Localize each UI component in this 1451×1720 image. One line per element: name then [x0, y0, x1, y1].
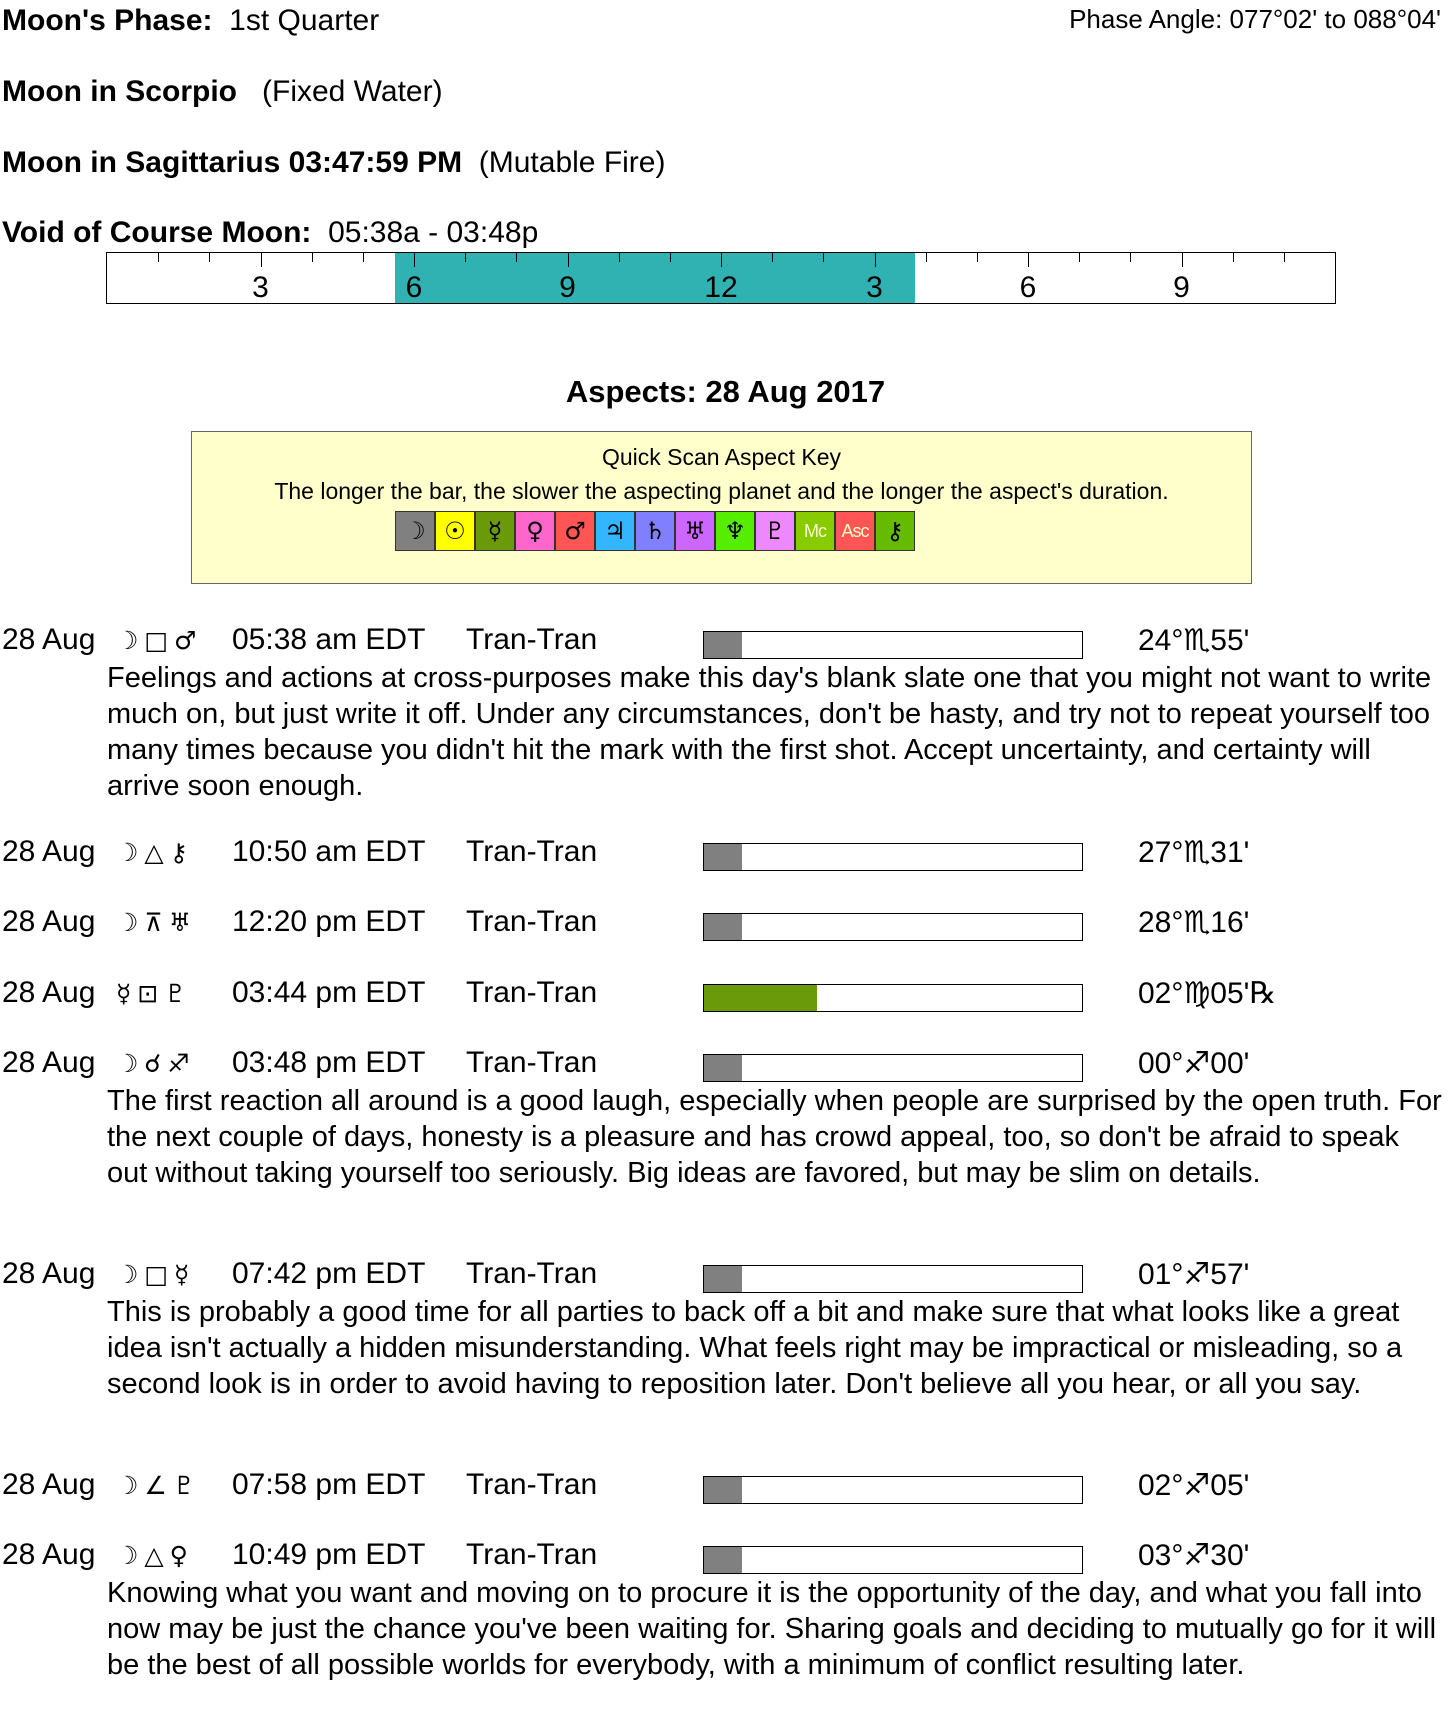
voc-line: [2, 216, 538, 250]
aspect-position: 01°♐57': [1138, 1258, 1250, 1291]
aspect-symbols: ☽△♀: [116, 1541, 194, 1570]
timeline-tick: [1284, 253, 1285, 262]
void-of-course-timeline: [106, 252, 1336, 304]
aspect-row: [0, 1257, 1451, 1297]
aspect-type: Tran-Tran: [466, 623, 598, 656]
aspect-time: 05:38 am EDT: [232, 623, 426, 656]
aspect-duration-bar: [703, 984, 1083, 1012]
aspect-duration-bar: [703, 631, 1083, 659]
timeline-tick: [977, 253, 978, 262]
voc-label: Void of Course Moon:: [2, 216, 312, 249]
aspects-title: Aspects: 28 Aug 2017: [565, 374, 886, 409]
aspect-row: [0, 835, 1451, 875]
aspect-duration-bar: [703, 913, 1083, 941]
timeline-hour-label: 9: [1173, 271, 1190, 304]
voc-period-fill: [395, 253, 915, 303]
aspect-symbols: ☽△⚷: [116, 838, 194, 867]
timeline-tick: [414, 253, 415, 267]
timeline-tick: [158, 253, 159, 262]
aspect-duration-bar: [703, 1476, 1083, 1504]
aspect-position: 02°♍05'℞: [1138, 977, 1277, 1010]
aspect-position: 24°♏55': [1138, 624, 1250, 657]
timeline-tick: [516, 253, 517, 262]
moon-phase-label: Moon's Phase:: [2, 4, 213, 37]
aspect-description: Feelings and actions at cross-purposes make this day's blank slate one that you might not want to write much on, but just write it off. Under any circumstances, don't be hasty, and try not to repeat yourself too many times because you didn't hit the mark with the first shot. Accept uncertainty, and certainty will arrive soon enough.: [107, 662, 1432, 802]
moon-sign-1-label: Moon in Scorpio: [2, 75, 237, 108]
aspect-type: Tran-Tran: [466, 1046, 598, 1079]
aspect-date: 28 Aug: [2, 976, 96, 1009]
moon-phase-value: 1st Quarter: [229, 4, 380, 37]
timeline-tick: [875, 253, 876, 267]
aspect-type: Tran-Tran: [466, 835, 598, 868]
timeline-tick: [1182, 253, 1183, 267]
aspect-symbols: ☽☌♐: [116, 1049, 196, 1078]
aspect-date: 28 Aug: [2, 623, 96, 656]
aspect-duration-bar: [703, 1054, 1083, 1082]
key-swatch-mars-icon: ♂: [555, 511, 595, 551]
timeline-tick: [209, 253, 210, 262]
timeline-tick: [465, 253, 466, 262]
key-swatch-saturn-icon: ♄: [635, 511, 675, 551]
key-swatch-jupiter-icon: ♃: [595, 511, 635, 551]
aspect-position: 00°♐00': [1138, 1047, 1250, 1080]
timeline-tick: [568, 253, 569, 267]
aspect-duration-fill: [704, 1477, 742, 1503]
aspect-description: This is probably a good time for all parties to back off a bit and make sure that what looks like a great idea isn't actually a hidden misunderstanding. What feels right may be impractical or misleading, so a second look is in order to avoid having to reposition later. Don't believe all you hear, or all you say.: [107, 1296, 1403, 1400]
timeline-tick: [312, 253, 313, 262]
aspect-duration-fill: [704, 1266, 742, 1292]
aspect-key-swatches: [395, 511, 915, 551]
aspect-time: 03:48 pm EDT: [232, 1046, 426, 1079]
aspect-position: 27°♏31': [1138, 836, 1250, 869]
aspect-type: Tran-Tran: [466, 976, 598, 1009]
aspect-time: 03:44 pm EDT: [232, 976, 426, 1009]
aspect-duration-fill: [704, 985, 817, 1011]
key-swatch-neptune-icon: ♆: [715, 511, 755, 551]
timeline-tick: [926, 253, 927, 262]
timeline-tick: [1233, 253, 1234, 262]
timeline-hour-label: 3: [866, 271, 883, 304]
aspect-row: [0, 976, 1451, 1016]
key-swatch-mc-icon: Mc: [795, 511, 835, 551]
aspect-duration-bar: [703, 1265, 1083, 1293]
key-swatch-sun-icon: ☉: [435, 511, 475, 551]
timeline-tick: [721, 253, 722, 267]
timeline-hour-label: 12: [704, 271, 738, 304]
aspect-duration-fill: [704, 1055, 742, 1081]
aspect-type: Tran-Tran: [466, 905, 598, 938]
moon-sign-2-label: Moon in Sagittarius 03:47:59 PM: [2, 146, 463, 179]
aspect-duration-fill: [704, 844, 742, 870]
aspect-symbols: ☽□♂: [116, 626, 203, 655]
aspect-row: [0, 1538, 1451, 1578]
aspect-time: 07:58 pm EDT: [232, 1468, 426, 1501]
aspect-time: 10:50 am EDT: [232, 835, 426, 868]
timeline-tick: [1130, 253, 1131, 262]
aspect-symbols: ☽□☿: [116, 1260, 196, 1289]
moon-sign-2-line: [2, 146, 665, 180]
aspect-key-title: Quick Scan Aspect Key: [601, 444, 842, 470]
timeline-tick: [670, 253, 671, 262]
timeline-hour-label: 6: [405, 271, 423, 304]
aspect-date: 28 Aug: [2, 1257, 96, 1290]
key-swatch-moon-icon: ☽: [395, 511, 435, 551]
key-swatch-pluto-icon: ♇: [755, 511, 795, 551]
key-swatch-venus-icon: ♀: [515, 511, 555, 551]
aspect-duration-fill: [704, 1547, 742, 1573]
moon-phase-line: [2, 4, 379, 38]
timeline-tick: [772, 253, 773, 262]
moon-sign-1-line: [2, 75, 443, 109]
aspect-symbols: ☽∠♇: [116, 1471, 202, 1500]
moon-sign-2-quality: (Mutable Fire): [478, 146, 666, 179]
aspect-key-description: The longer the bar, the slower the aspecting planet and the longer the aspect's duration.: [274, 478, 1169, 504]
moon-sign-1-quality: (Fixed Water): [262, 75, 443, 108]
timeline-tick: [823, 253, 824, 262]
aspect-row: [0, 1046, 1451, 1086]
aspect-row: [0, 1468, 1451, 1508]
timeline-tick: [261, 253, 262, 267]
aspect-time: 10:49 pm EDT: [232, 1538, 426, 1571]
aspect-duration-bar: [703, 843, 1083, 871]
aspect-date: 28 Aug: [2, 835, 96, 868]
aspect-key-box: [191, 431, 1252, 584]
aspect-time: 12:20 pm EDT: [232, 905, 426, 938]
key-swatch-uranus-icon: ♅: [675, 511, 715, 551]
aspect-type: Tran-Tran: [466, 1257, 598, 1290]
key-swatch-chiron-icon: ⚷: [875, 511, 915, 551]
aspect-duration-fill: [704, 914, 742, 940]
aspect-description: Knowing what you want and moving on to procure it is the opportunity of the day, and what you fall into now may be just the chance you've been waiting for. Sharing goals and deciding to mutually go for it will be the best of all possible worlds for everybody, with a minimum of conflict resulting later.: [107, 1577, 1437, 1681]
timeline-hour-label: 9: [559, 271, 576, 304]
aspect-position: 02°♐05': [1138, 1469, 1250, 1502]
timeline-tick: [619, 253, 620, 262]
aspect-row: [0, 623, 1451, 663]
timeline-tick: [1028, 253, 1029, 267]
aspect-duration-bar: [703, 1546, 1083, 1574]
aspect-time: 07:42 pm EDT: [232, 1257, 426, 1290]
voc-value: 05:38a - 03:48p: [328, 216, 539, 249]
timeline-tick: [363, 253, 364, 262]
aspect-date: 28 Aug: [2, 1538, 96, 1571]
timeline-tick: [1079, 253, 1080, 262]
key-swatch-asc-icon: Asc: [835, 511, 875, 551]
timeline-hour-label: 3: [252, 271, 269, 304]
aspect-type: Tran-Tran: [466, 1538, 598, 1571]
timeline-hour-label: 6: [1019, 271, 1037, 304]
aspect-position: 03°♐30': [1138, 1539, 1250, 1572]
aspect-date: 28 Aug: [2, 1468, 96, 1501]
aspect-position: 28°♏16': [1138, 906, 1250, 939]
aspect-description: The first reaction all around is a good laugh, especially when people are surprised by the open truth. For the next couple of days, honesty is a pleasure and has crowd appeal, too, so don't be afraid to speak out without taking yourself too seriously. Big ideas are favored, but may be slim on details.: [107, 1085, 1442, 1189]
aspect-date: 28 Aug: [2, 1046, 96, 1079]
phase-angle: Phase Angle: 077°02' to 088°04': [1069, 4, 1441, 34]
aspect-symbols: ☿⊡♇: [116, 979, 193, 1008]
aspect-date: 28 Aug: [2, 905, 96, 938]
aspect-symbols: ☽⊼♅: [116, 908, 198, 937]
key-swatch-mercury-icon: ☿: [475, 511, 515, 551]
aspect-duration-fill: [704, 632, 742, 658]
aspect-row: [0, 905, 1451, 945]
aspect-type: Tran-Tran: [466, 1468, 598, 1501]
